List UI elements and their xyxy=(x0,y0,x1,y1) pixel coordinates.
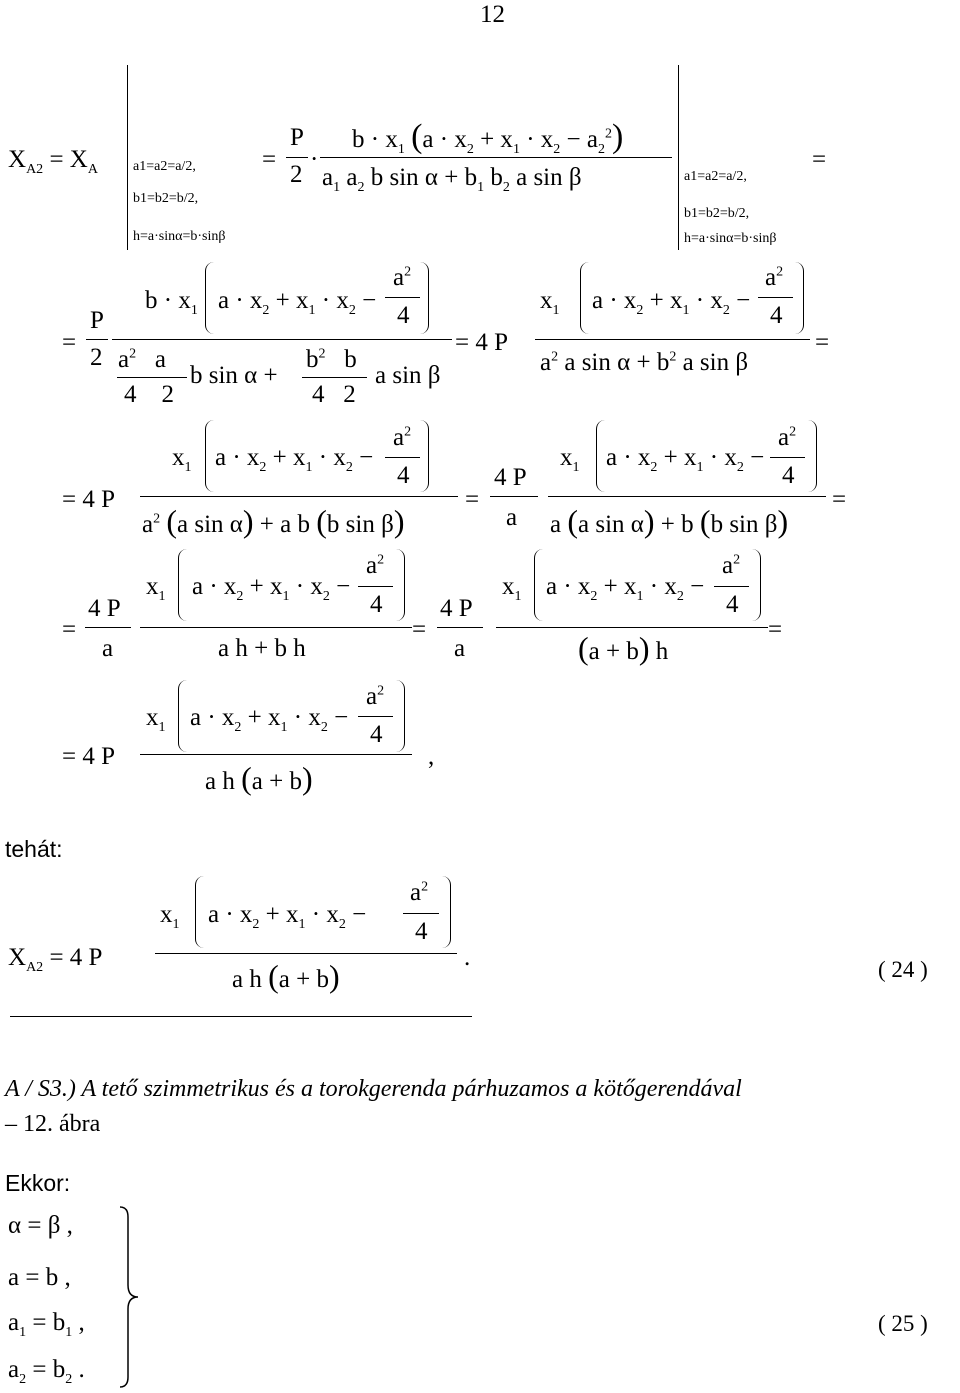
eq2-equals: = xyxy=(62,329,77,356)
eq2-main-bar-1 xyxy=(112,339,452,340)
eq3-4: 4 xyxy=(397,462,410,489)
eq1-eval-bar-right xyxy=(678,65,679,250)
eq2-4: 4 xyxy=(397,302,410,329)
eq2-den-bar-2 xyxy=(302,377,367,378)
eq3-main-bar xyxy=(140,496,458,497)
eq3-r-paren-l xyxy=(596,420,605,492)
eq2-num: $b \cdot x_1$ xyxy=(145,287,198,318)
eq4-equals: = xyxy=(62,616,77,643)
eq1-sub-left-1: a1=a2=a/2, xyxy=(133,159,196,174)
eq2-num-inner: $a \cdot x_2 + x_1 \cdot x_2$ − xyxy=(218,287,377,318)
eq2-den-bar-1 xyxy=(117,377,187,378)
eq2-paren-r xyxy=(420,262,429,334)
eq3-a2-bar xyxy=(385,457,420,458)
eq1-main-fraction-bar xyxy=(320,157,672,158)
eq4-r-main-bar xyxy=(496,627,768,628)
eq1-frac-p: P xyxy=(290,124,304,151)
eq1-eval-bar-left xyxy=(127,65,128,250)
eq1-lhs: $X_{A2} = X_A$ xyxy=(8,146,98,177)
eq1-equals: = xyxy=(262,146,277,173)
eq5-4: 4 xyxy=(370,721,383,748)
eq2-r-a2: $a^2$ xyxy=(765,264,784,291)
conclusion-label: tehát: xyxy=(5,836,63,862)
eq4-r-num: $x_1$ xyxy=(502,573,522,604)
eq4-inner: $a \cdot x_2 + x_1 \cdot x_2$ − xyxy=(192,573,351,604)
conditions-label: Ekkor: xyxy=(5,1170,71,1196)
section-heading: A / S3.) A tető szimmetrikus és a torokgerenda párhuzamos a kötőgerendával xyxy=(5,1076,742,1102)
eq5-lhs: = 4 P xyxy=(62,743,116,770)
eq2-r-num: $x_1$ xyxy=(540,287,560,318)
eq2-r-main-bar xyxy=(535,339,810,340)
conclusion-paren-l xyxy=(195,876,204,948)
eq1-numerator: $b \cdot x_1$ $(a \cdot x_2 + x_1 \cdot x_2 - a_2^2)$ xyxy=(352,118,624,157)
eq2-r-paren-l xyxy=(580,262,589,334)
eq4-4p-den: a xyxy=(102,635,114,662)
eq1-frac-p-den: 2 xyxy=(290,161,303,188)
eq3-r-4: 4 xyxy=(782,462,795,489)
eq5-paren-r xyxy=(396,680,405,752)
eq1-sub-right-3: h=a·sinα=b·sinβ xyxy=(684,231,777,246)
eq5-a2: $a^2$ xyxy=(366,683,385,710)
eq1-sub-left-2: b1=b2=b/2, xyxy=(133,191,199,206)
eq3-paren-l xyxy=(205,420,214,492)
condition-a1-b1: $a_1 = b_1$ , xyxy=(8,1309,85,1340)
eq3-inner: $a \cdot x_2 + x_1 \cdot x_2$ − xyxy=(215,444,374,475)
conclusion-a2-bar xyxy=(403,913,439,914)
eq4-a2-bar xyxy=(358,586,393,587)
eq3-r-inner: $a \cdot x_2 + x_1 \cdot x_2$ − xyxy=(606,444,765,475)
eq4-r-4p-den: a xyxy=(454,635,466,662)
eq2-den-6: a sin β xyxy=(375,362,441,389)
eq2-paren-l xyxy=(205,262,214,334)
eq1-denominator: $a_1$ $a_2$ b $\sin \alpha + b_1$ $b_2$ a sin β xyxy=(322,164,582,195)
eq5-inner: $a \cdot x_2 + x_1 \cdot x_2$ − xyxy=(190,704,349,735)
eq5-paren-l xyxy=(178,680,187,752)
eq3-r-a2: $a^2$ xyxy=(778,424,797,451)
eq4-r-inner: $a \cdot x_2 + x_1 \cdot x_2$ − xyxy=(546,573,705,604)
eq3-r-paren-r xyxy=(808,420,817,492)
eq2-r-a2-bar xyxy=(758,297,793,298)
eq3-4p-den: a xyxy=(506,504,518,531)
eq2-p: P xyxy=(90,307,104,334)
eq5-main-bar xyxy=(140,754,412,755)
eq1-dot: · xyxy=(310,146,319,173)
eq2-r-paren-r xyxy=(795,262,804,334)
conclusion-a2: $a^2$ xyxy=(410,879,429,906)
eq3-lhs: = 4 P xyxy=(62,486,116,513)
eq4-r-4p: 4 P xyxy=(440,595,473,622)
eq4-r-a2: $a^2$ xyxy=(722,552,741,579)
conclusion-4: 4 xyxy=(415,918,428,945)
condition-alpha-beta: α = β , xyxy=(8,1212,73,1239)
eq3-r-main-bar xyxy=(548,496,826,497)
eq2-p-den: 2 xyxy=(90,344,103,371)
eq3-den: $a^2$ (a sin α) + a b (b sin β) xyxy=(142,503,405,539)
eq3-4p: 4 P xyxy=(494,464,527,491)
eq1-sub-left-3: h=a·sinα=b·sinβ xyxy=(133,229,226,244)
eq4-r-paren-r xyxy=(752,549,761,621)
eq5-a2-bar xyxy=(358,716,393,717)
eq4-r-4p-bar xyxy=(437,627,483,628)
eq4-r-den: (a + b) h xyxy=(578,630,669,666)
conclusion-underline xyxy=(10,1016,472,1017)
eq2-den-5: 4 2 xyxy=(312,381,356,408)
eq3-tail: = xyxy=(832,486,847,513)
eq4-equals-2: = xyxy=(412,616,427,643)
conclusion-main-bar xyxy=(155,953,457,954)
eq1-tail: = xyxy=(812,146,827,173)
eq2-tail: = xyxy=(815,329,830,356)
eq4-den: a h + b h xyxy=(218,635,306,662)
eq4-r-4: 4 xyxy=(726,591,739,618)
conclusion-num: $x_1$ xyxy=(160,901,180,932)
eq2-den-2: 4 2 xyxy=(124,381,174,408)
eq5-num: $x_1$ xyxy=(146,704,166,735)
equation-number-24: ( 24 ) xyxy=(878,957,928,982)
eq1-frac-p-bar xyxy=(286,157,308,158)
eq2-den-3: b sin α + xyxy=(190,362,278,389)
eq4-paren-l xyxy=(178,549,187,621)
eq2-r-den: $a^2$ a $\sin \alpha + b^2$ a sin β xyxy=(540,349,749,376)
eq4-r-a2-bar xyxy=(714,586,749,587)
eq1-sub-right-2: b1=b2=b/2, xyxy=(684,206,750,221)
condition-a2-b2: $a_2 = b_2$ . xyxy=(8,1356,85,1387)
eq4-paren-r xyxy=(396,549,405,621)
eq2-a2: $a^2$ xyxy=(393,264,412,291)
eq4-r-paren-l xyxy=(534,549,543,621)
eq3-4p-bar xyxy=(490,496,538,497)
eq2-r-4: 4 xyxy=(770,302,783,329)
eq1-sub-right-1: a1=a2=a/2, xyxy=(684,169,747,184)
eq2-equals-2: = 4 P xyxy=(455,329,509,356)
eq4-main-bar xyxy=(140,627,412,628)
eq3-num: $x_1$ xyxy=(172,444,192,475)
eq4-num: $x_1$ xyxy=(146,573,166,604)
eq4-4: 4 xyxy=(370,591,383,618)
eq3-r-a2-bar xyxy=(770,457,805,458)
eq2-p-bar xyxy=(86,339,108,340)
eq3-equals-2: = xyxy=(465,486,480,513)
eq5-tail: , xyxy=(428,743,435,770)
eq2-a2-bar xyxy=(385,297,420,298)
figure-reference: – 12. ábra xyxy=(5,1111,101,1137)
conclusion-lhs: $X_{A2} = 4$ P xyxy=(8,944,103,975)
eq4-tail: = xyxy=(768,616,783,643)
eq3-paren-r xyxy=(420,420,429,492)
conclusion-inner: $a \cdot x_2 + x_1 \cdot x_2$ − xyxy=(208,901,367,932)
conclusion-den: a h (a + b) xyxy=(232,958,340,994)
eq3-a2: $a^2$ xyxy=(393,424,412,451)
eq2-den-4: $b^2$ b xyxy=(306,346,357,373)
eq3-r-den: a (a sin α) + b (b sin β) xyxy=(550,503,789,539)
eq4-a2: $a^2$ xyxy=(366,552,385,579)
eq2-den-1: $a^2$ a xyxy=(118,346,166,373)
eq2-r-inner: $a \cdot x_2 + x_1 \cdot x_2$ − xyxy=(592,287,751,318)
equation-number-25: ( 25 ) xyxy=(878,1311,928,1336)
conclusion-paren-r xyxy=(442,876,451,948)
eq3-r-num: $x_1$ xyxy=(560,444,580,475)
page-number: 12 xyxy=(480,1,505,28)
conditions-brace xyxy=(118,1205,142,1390)
conclusion-period: . xyxy=(464,944,471,971)
eq4-4p: 4 P xyxy=(88,595,121,622)
eq4-4p-bar xyxy=(85,627,131,628)
condition-a-b: a = b , xyxy=(8,1264,71,1291)
eq5-den: a h (a + b) xyxy=(205,760,313,796)
